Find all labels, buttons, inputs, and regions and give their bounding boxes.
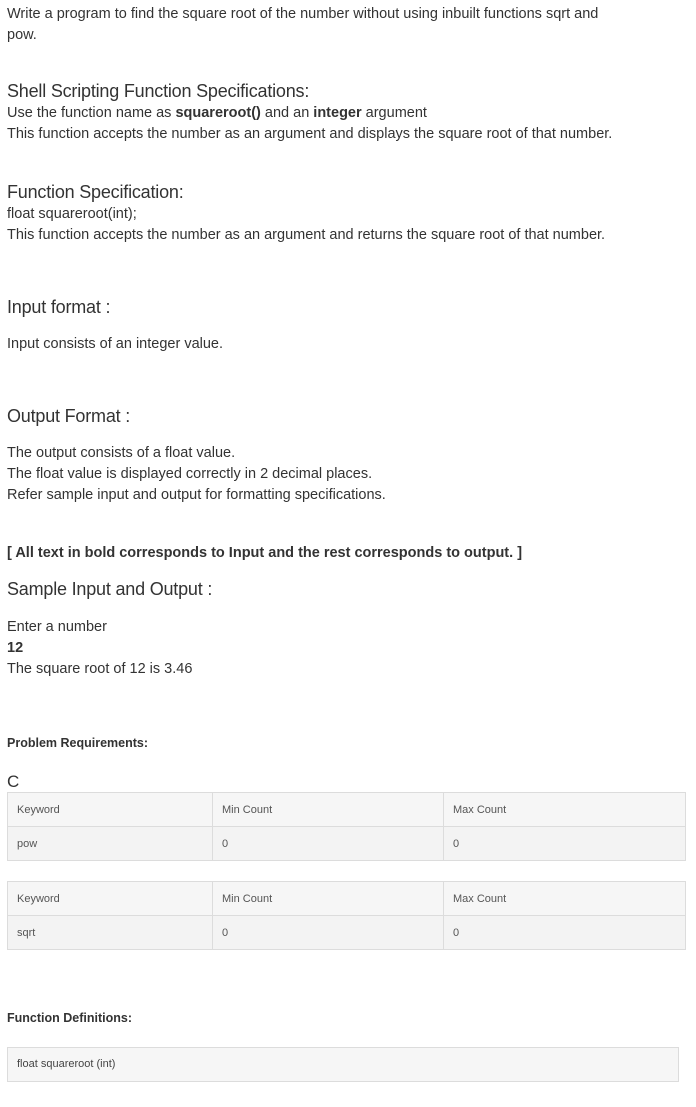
keyword-table xyxy=(7,792,686,861)
shell-spec-text: Use the function name as xyxy=(7,105,176,121)
func-spec-heading: Function Specification: xyxy=(7,182,184,202)
language-label: C xyxy=(7,772,20,791)
requirements-heading-wrap xyxy=(7,734,148,752)
requirements-heading: Problem Requirements: xyxy=(7,736,149,750)
input-format-heading: Input format : xyxy=(7,297,111,317)
header-keyword: Keyword xyxy=(8,882,213,916)
output-format-line-2: The float value is displayed correctly in 2 decimal places. xyxy=(7,466,373,482)
shell-spec-text: argument xyxy=(361,105,427,121)
shell-spec-section xyxy=(7,79,612,145)
shell-spec-heading: Shell Scripting Function Specifications: xyxy=(7,81,310,101)
shell-spec-text: and an xyxy=(260,105,314,121)
cell-min-count: 0 xyxy=(213,916,444,950)
func-spec-section xyxy=(7,180,605,246)
sample-heading: Sample Input and Output : xyxy=(7,579,213,599)
input-format-section xyxy=(7,295,110,319)
sample-input: 12 xyxy=(7,640,24,656)
output-format-heading: Output Format : xyxy=(7,406,131,426)
func-defs-heading-wrap xyxy=(7,1009,132,1027)
cell-keyword: pow xyxy=(8,827,213,861)
keyword-table-1-wrap xyxy=(7,792,686,861)
keyword-table xyxy=(7,881,686,950)
intro-line-2: pow. xyxy=(7,27,37,43)
header-keyword: Keyword xyxy=(8,793,213,827)
header-max-count: Max Count xyxy=(444,793,686,827)
shell-spec-line-2: This function accepts the number as an argument and displays the square root of that number. xyxy=(7,126,613,142)
keyword-table-2-wrap xyxy=(7,881,686,950)
cell-max-count: 0 xyxy=(444,916,686,950)
cell-min-count: 0 xyxy=(213,827,444,861)
intro xyxy=(7,4,598,46)
cell-keyword: sqrt xyxy=(8,916,213,950)
table-row xyxy=(8,916,686,950)
sample-line-3: The square root of 12 is 3.46 xyxy=(7,661,193,677)
sample-line-1: Enter a number xyxy=(7,619,107,635)
output-format-line-3: Refer sample input and output for formatting specifications. xyxy=(7,487,386,503)
table-header-row xyxy=(8,793,686,827)
table-header-row xyxy=(8,882,686,916)
table-row xyxy=(8,827,686,861)
shell-spec-int: integer xyxy=(313,105,362,121)
header-max-count: Max Count xyxy=(444,882,686,916)
bold-note xyxy=(7,543,522,564)
output-format-line-1: The output consists of a float value. xyxy=(7,445,236,461)
shell-spec-func-name: squareroot() xyxy=(175,105,261,121)
cell-max-count: 0 xyxy=(444,827,686,861)
intro-line-1: Write a program to find the square root of the number without using inbuilt functions sqrt and xyxy=(7,6,599,22)
input-format-line-1: Input consists of an integer value. xyxy=(7,336,224,352)
sample-section xyxy=(7,577,212,601)
output-format-section xyxy=(7,404,130,428)
input-format-body xyxy=(7,334,223,355)
header-min-count: Min Count xyxy=(213,793,444,827)
header-min-count: Min Count xyxy=(213,882,444,916)
sample-body xyxy=(7,617,192,680)
shell-spec-line-1 xyxy=(7,103,612,124)
func-def-box-wrap xyxy=(7,1047,679,1082)
bold-note-text: [ All text in bold corresponds to Input and the rest corresponds to output. ] xyxy=(7,545,523,561)
language-label-wrap xyxy=(7,772,19,792)
func-spec-line-1: float squareroot(int); xyxy=(7,206,137,222)
func-def-item: float squareroot (int) xyxy=(7,1047,679,1082)
func-spec-line-2: This function accepts the number as an argument and returns the square root of that number. xyxy=(7,227,606,243)
output-format-body xyxy=(7,443,386,506)
func-defs-heading: Function Definitions: xyxy=(7,1011,132,1025)
